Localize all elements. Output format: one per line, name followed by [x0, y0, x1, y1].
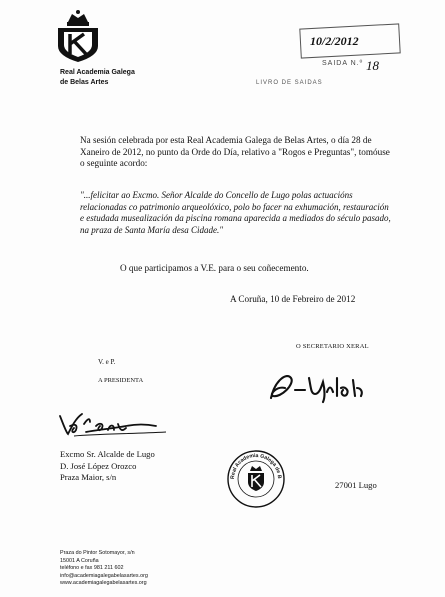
recipient-city: 27001 Lugo — [335, 480, 377, 490]
registry-stamp-date: 10/2/2012 — [310, 34, 359, 48]
footer-contact — [60, 550, 148, 588]
secretario-signature — [265, 368, 390, 406]
registry-reference: LIVRO DE SAIDAS — [256, 80, 323, 86]
recipient-address — [60, 449, 155, 484]
recipient-street: Praza Maior, s/n — [60, 472, 117, 482]
recipient-title: Excmo Sr. Alcalde de Lugo — [60, 449, 155, 459]
letter-closing: O que participamos a V.E. para o seu coñecemento. — [120, 263, 309, 273]
registry-entry-label: SAIDA N.º — [322, 60, 364, 67]
footer-postcode: 15001 A Coruña — [60, 557, 99, 564]
recipient-name: D. José López Orozco — [60, 460, 137, 471]
vep-label: V. e P. — [98, 358, 116, 366]
footer-phone: teléfono e fax 981 211 602 — [60, 565, 124, 572]
footer-website: www.academiagalegabelasartes.org — [60, 580, 147, 587]
academy-name — [60, 68, 135, 88]
letter-body: Na sesión celebrada por esta Real Academia Galega de Belas Artes, o día 28 de Xaneiro de 2012, no punto da Orde do Día, relativo a "Rogos e Preguntas", tomóuse o seguinte acordo: — [80, 135, 390, 168]
footer-address: Praza do Pintor Sotomayor, s/n — [60, 550, 135, 556]
seal-text: Real Academia Galega de B — [229, 452, 283, 480]
academy-name-line1: Real Academia Galega — [60, 69, 135, 76]
letter-date: A Coruña, 10 de Febreiro de 2012 — [230, 294, 356, 304]
footer-email: info@academiagalegabelasartes.org — [60, 572, 148, 579]
academy-seal-icon — [226, 449, 286, 509]
presidenta-title: A PRESIDENTA — [98, 377, 144, 384]
letter-quote: "...felicitar ao Excmo. Señor Alcalde do Concello de Lugo polas actuacións relacionadas co patrimonio arqueolóxico, polo bo facer na exhumación, restauración e estudada musealización da piscina romana aparecida a mediados do século pasado, na praza de Santa María desa Cidade." — [80, 190, 391, 235]
academy-name-line2: de Belas Artes — [60, 79, 109, 86]
registry-entry-number: 18 — [366, 58, 379, 73]
secretario-title: O SECRETARIO XERAL — [296, 343, 369, 350]
academy-crown-logo-icon — [52, 8, 104, 64]
presidenta-signature — [56, 410, 176, 440]
